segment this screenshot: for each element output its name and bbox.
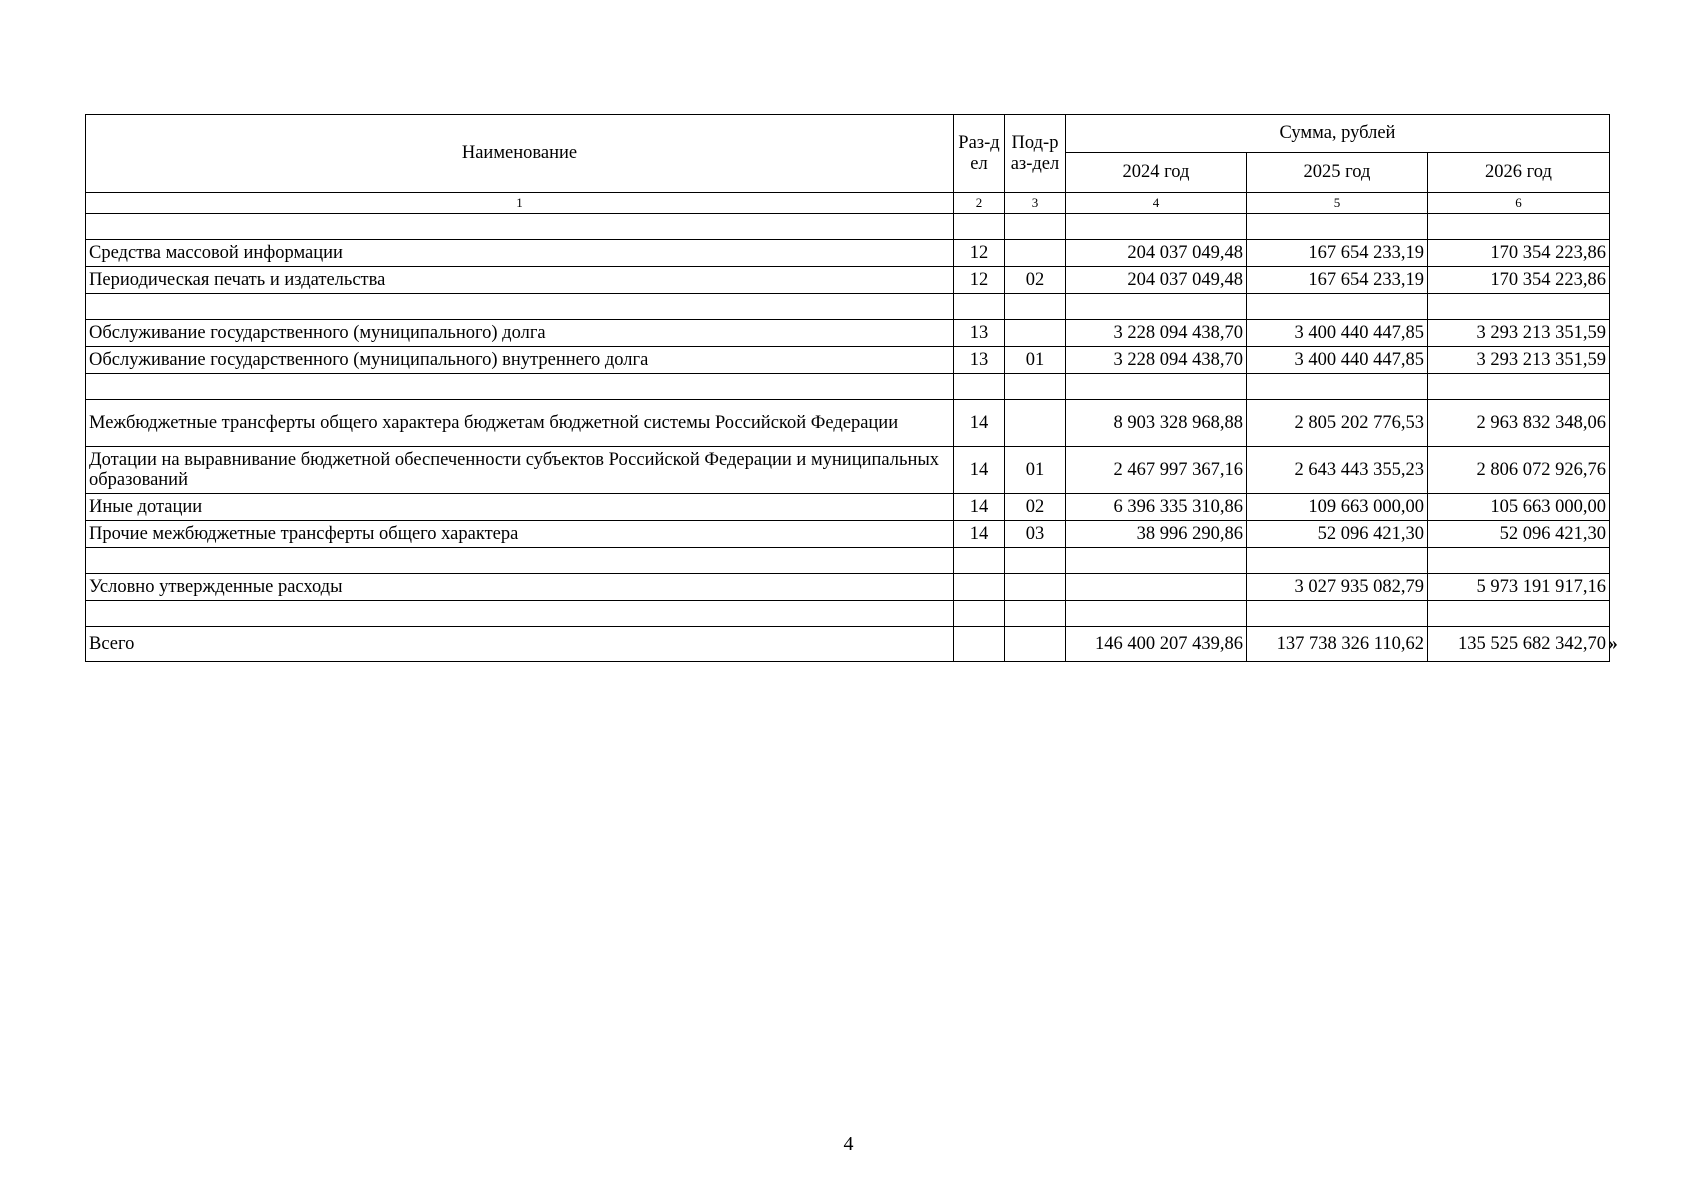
row-amount-2024: 38 996 290,86	[1066, 521, 1247, 548]
column-number: 4	[1066, 193, 1247, 214]
column-number-row	[86, 193, 1610, 214]
budget-table	[85, 114, 1610, 662]
row-amount-2025: 52 096 421,30	[1247, 521, 1428, 548]
row-amount-2024: 146 400 207 439,86	[1066, 627, 1247, 662]
row-subsection: 03	[1005, 521, 1066, 548]
row-subsection: 02	[1005, 494, 1066, 521]
row-subsection	[1005, 240, 1066, 267]
table-row	[86, 320, 1610, 347]
row-section: 12	[954, 240, 1005, 267]
row-amount-2025: 109 663 000,00	[1247, 494, 1428, 521]
table-row	[86, 240, 1610, 267]
row-name: Средства массовой информации	[86, 240, 954, 267]
column-number: 3	[1005, 193, 1066, 214]
row-amount-2026: 52 096 421,30	[1428, 521, 1610, 548]
row-name: Всего	[86, 627, 954, 662]
row-amount-2025: 3 400 440 447,85	[1247, 347, 1428, 374]
row-amount-2024: 3 228 094 438,70	[1066, 320, 1247, 347]
row-name: Дотации на выравнивание бюджетной обеспеченности субъектов Российской Федерации и муниципальных образований	[86, 447, 954, 494]
row-section	[954, 627, 1005, 662]
row-subsection: 01	[1005, 347, 1066, 374]
spacer-row	[86, 374, 1610, 400]
row-name: Иные дотации	[86, 494, 954, 521]
column-number: 6	[1428, 193, 1610, 214]
row-amount-2025: 2 805 202 776,53	[1247, 400, 1428, 447]
header-year-2026: 2026 год	[1428, 153, 1610, 193]
row-name: Обслуживание государственного (муниципального) внутреннего долга	[86, 347, 954, 374]
header-year-2025: 2025 год	[1247, 153, 1428, 193]
row-section: 14	[954, 447, 1005, 494]
row-subsection	[1005, 627, 1066, 662]
row-name: Межбюджетные трансферты общего характера бюджетам бюджетной системы Российской Федерации	[86, 400, 954, 447]
table-row	[86, 267, 1610, 294]
column-number: 5	[1247, 193, 1428, 214]
row-amount-2024: 2 467 997 367,16	[1066, 447, 1247, 494]
row-name: Условно утвержденные расходы	[86, 574, 954, 601]
row-subsection	[1005, 574, 1066, 601]
row-amount-2025: 2 643 443 355,23	[1247, 447, 1428, 494]
row-amount-2025: 167 654 233,19	[1247, 267, 1428, 294]
row-section: 13	[954, 320, 1005, 347]
row-amount-2025: 137 738 326 110,62	[1247, 627, 1428, 662]
row-amount-2026: 2 963 832 348,06	[1428, 400, 1610, 447]
column-number: 1	[86, 193, 954, 214]
row-amount-2026: 170 354 223,86	[1428, 267, 1610, 294]
page-number: 4	[843, 1133, 854, 1155]
row-amount-2024: 8 903 328 968,88	[1066, 400, 1247, 447]
header-sum-group: Сумма, рублей	[1066, 115, 1610, 153]
row-section: 13	[954, 347, 1005, 374]
spacer-row	[86, 294, 1610, 320]
table-row	[86, 494, 1610, 521]
row-subsection	[1005, 320, 1066, 347]
row-amount-2024: 204 037 049,48	[1066, 240, 1247, 267]
row-subsection: 01	[1005, 447, 1066, 494]
table-row	[86, 574, 1610, 601]
row-amount-2025: 3 027 935 082,79	[1247, 574, 1428, 601]
column-number: 2	[954, 193, 1005, 214]
row-subsection	[1005, 400, 1066, 447]
row-amount-2026: 170 354 223,86	[1428, 240, 1610, 267]
spacer-row	[86, 548, 1610, 574]
row-section: 14	[954, 521, 1005, 548]
row-amount-2026: 135 525 682 342,70	[1428, 627, 1610, 662]
row-amount-2026: 5 973 191 917,16	[1428, 574, 1610, 601]
total-row	[86, 627, 1610, 662]
row-amount-2025: 167 654 233,19	[1247, 240, 1428, 267]
table-row	[86, 400, 1610, 447]
row-amount-2026: 3 293 213 351,59	[1428, 347, 1610, 374]
row-amount-2026: 105 663 000,00	[1428, 494, 1610, 521]
row-section: 14	[954, 494, 1005, 521]
row-name: Периодическая печать и издательства	[86, 267, 954, 294]
header-year-2024: 2024 год	[1066, 153, 1247, 193]
row-section: 12	[954, 267, 1005, 294]
row-amount-2026: 2 806 072 926,76	[1428, 447, 1610, 494]
header-section: Раз-дел	[954, 115, 1005, 193]
row-name: Обслуживание государственного (муниципального) долга	[86, 320, 954, 347]
row-name: Прочие межбюджетные трансферты общего характера	[86, 521, 954, 548]
row-section	[954, 574, 1005, 601]
row-amount-2025: 3 400 440 447,85	[1247, 320, 1428, 347]
row-section: 14	[954, 400, 1005, 447]
spacer-row	[86, 601, 1610, 627]
closing-quote-mark: »	[1608, 633, 1618, 654]
spacer-row	[86, 214, 1610, 240]
table-row	[86, 447, 1610, 494]
row-amount-2026: 3 293 213 351,59	[1428, 320, 1610, 347]
header-name: Наименование	[86, 115, 954, 193]
row-amount-2024: 204 037 049,48	[1066, 267, 1247, 294]
row-subsection: 02	[1005, 267, 1066, 294]
row-amount-2024: 3 228 094 438,70	[1066, 347, 1247, 374]
table-row	[86, 521, 1610, 548]
row-amount-2024: 6 396 335 310,86	[1066, 494, 1247, 521]
table-row	[86, 347, 1610, 374]
row-amount-2024	[1066, 574, 1247, 601]
header-subsection: Под-раз-дел	[1005, 115, 1066, 193]
